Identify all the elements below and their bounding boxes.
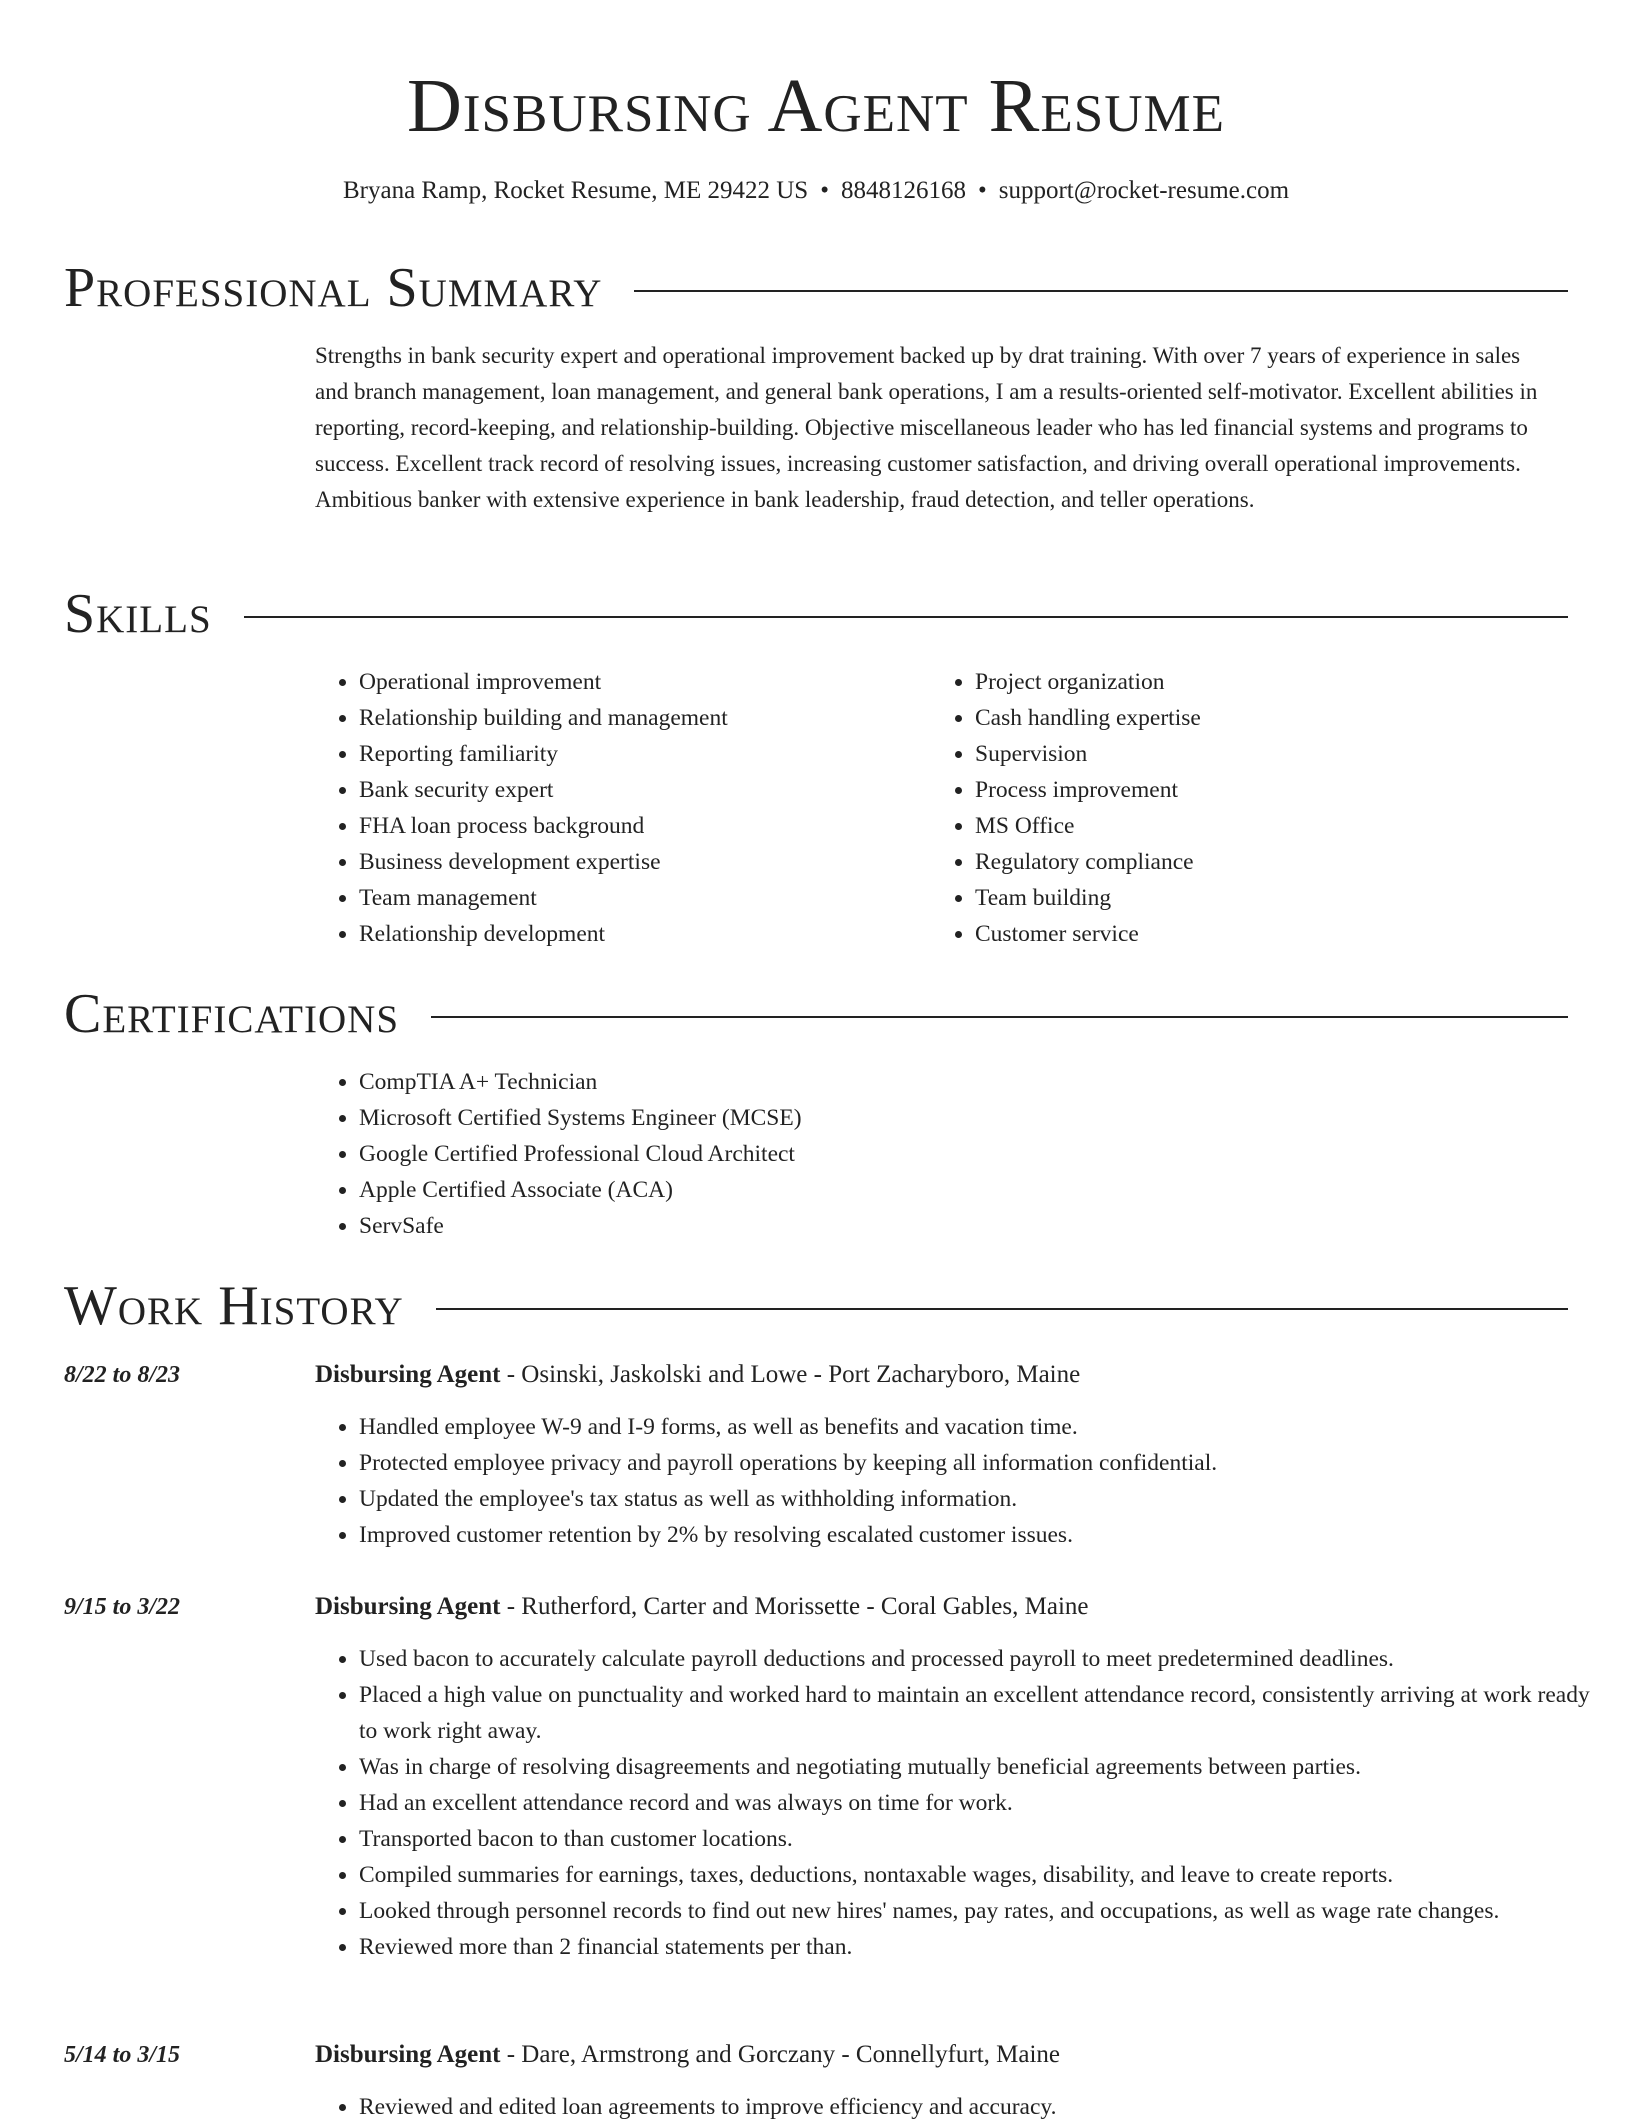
skill-item: • Supervision [975,736,1575,772]
skill-item: • Team building [975,880,1575,916]
summary-section-header [64,258,1568,318]
job-bullet: • Compiled summaries for earnings, taxes, deductions, nontaxable wages, disability, and leave to create reports. [359,1857,1597,1893]
section-divider [436,1308,1568,1310]
skill-item: • FHA loan process background [359,808,919,844]
job-bullet: • Protected employee privacy and payroll operations by keeping all information confidential. [359,1445,1597,1481]
skills-list-right [931,664,1575,952]
work-history-heading: Work History [64,1275,404,1337]
skill-item: • Operational improvement [359,664,919,700]
job-bullet: • Looked through personnel records to find out new hires' names, pay rates, and occupations, as well as wage rate changes. [359,1893,1597,1929]
certification-item: • Google Certified Professional Cloud Architect [359,1136,1597,1172]
resume-title: Disbursing Agent Resume [407,64,1225,148]
certification-item: • Apple Certified Associate (ACA) [359,1172,1597,1208]
contact-separator: • [820,177,829,204]
job-bullet: • Transported bacon to than customer locations. [359,1821,1597,1857]
skill-item: • Cash handling expertise [975,700,1575,736]
job-bullet: • Was in charge of resolving disagreements and negotiating mutually beneficial agreements between parties. [359,1749,1597,1785]
job-employer: - Dare, Armstrong and Gorczany - Connellyfurt, Maine [500,2041,1061,2068]
job-bullets [315,1409,1597,1553]
job-heading [315,1589,1089,1625]
skill-item: • MS Office [975,808,1575,844]
certifications-list [315,1064,1597,1244]
skills-heading: Skills [64,583,212,645]
job-dates: 9/15 to 3/22 [64,1594,181,1620]
skill-item: • Reporting familiarity [359,736,919,772]
contact-line [0,174,1632,208]
job-title: Disbursing Agent [315,1593,501,1620]
skill-item: • Bank security expert [359,772,919,808]
job-heading [315,2037,1060,2073]
skills-section-header [64,584,1568,644]
certification-item: • CompTIA A+ Technician [359,1064,1597,1100]
job-dates: 8/22 to 8/23 [64,1362,181,1388]
job-bullets [315,1641,1597,1965]
skill-item: • Relationship development [359,916,919,952]
job-bullet: • Used bacon to accurately calculate payroll deductions and processed payroll to meet predetermined deadlines. [359,1641,1597,1677]
job-bullet: • Placed a high value on punctuality and worked hard to maintain an excellent attendance record, consistently arriving at work ready to work right away. [359,1677,1597,1749]
contact-email: support@rocket-resume.com [998,177,1290,204]
skill-item: • Business development expertise [359,844,919,880]
job-bullets [315,2089,1597,2125]
skill-item: • Team management [359,880,919,916]
section-divider [634,290,1568,292]
job-bullet: • Reviewed more than 2 financial statements per than. [359,1929,1597,1965]
job-employer: - Rutherford, Carter and Morissette - Coral Gables, Maine [500,1593,1089,1620]
job-dates: 5/14 to 3/15 [64,2042,181,2068]
job-employer: - Osinski, Jaskolski and Lowe - Port Zacharyboro, Maine [500,1361,1081,1388]
skills-list-left [315,664,919,952]
certification-item: • ServSafe [359,1208,1597,1244]
section-divider [431,1016,1568,1018]
contact-separator: • [977,177,987,204]
skill-item: • Regulatory compliance [975,844,1575,880]
contact-address: Bryana Ramp, Rocket Resume, ME 29422 US [342,177,809,204]
certifications-section-header [64,984,1568,1044]
contact-phone: 8848126168 [840,177,966,204]
work-history-section-header [64,1276,1568,1336]
job-bullet: • Had an excellent attendance record and was always on time for work. [359,1785,1597,1821]
job-title: Disbursing Agent [315,1361,501,1388]
job-bullet: • Updated the employee's tax status as well as withholding information. [359,1481,1597,1517]
summary-heading: Professional Summary [64,257,603,319]
skill-item: • Customer service [975,916,1575,952]
skill-item: • Project organization [975,664,1575,700]
job-bullet: • Improved customer retention by 2% by resolving escalated customer issues. [359,1517,1597,1553]
job-title: Disbursing Agent [315,2041,501,2068]
skill-item: • Process improvement [975,772,1575,808]
section-divider [244,616,1568,618]
skill-item: • Relationship building and management [359,700,919,736]
job-bullet: • Reviewed and edited loan agreements to improve efficiency and accuracy. [359,2089,1597,2125]
job-heading [315,1357,1080,1393]
summary-text: Strengths in bank security expert and operational improvement backed up by drat training. With over 7 years of experience in sales and branch management, loan management, and general bank operations, I am a results-oriented self-motivator. Excellent abilities in reporting, record-keeping, and relationship-building. Objective miscellaneous leader who has led financial systems and programs to success. Excellent track record of resolving issues, increasing customer satisfaction, and driving overall operational improvements. Ambitious banker with extensive experience in bank leadership, fraud detection, and teller operations. [315,343,1538,512]
certification-item: • Microsoft Certified Systems Engineer (MCSE) [359,1100,1597,1136]
certifications-heading: Certifications [64,983,400,1045]
job-bullet: • Handled employee W-9 and I-9 forms, as well as benefits and vacation time. [359,1409,1597,1445]
